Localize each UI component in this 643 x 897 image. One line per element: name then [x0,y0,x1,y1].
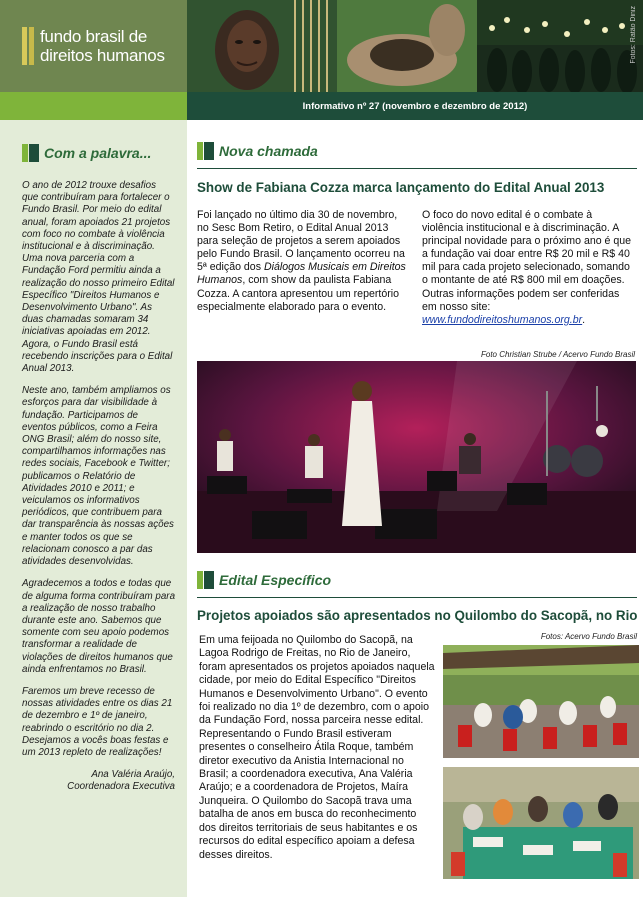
signature-role: Coordenadora Executiva [67,781,175,793]
sidebar-heading [22,144,151,162]
sidebar-title: Com a palavra... [44,145,152,161]
section1-col2-text: O foco do novo edital é o combate à violência institucional e à discriminação. A principal novidade para o próximo ano é que a fundação vai doar entre R$ 20 mil e R$ 40 mil para cada projeto selecionado, somando o montante de até R$ 800 mil em doações. Outras informações podem ser conferidas em nosso site: [422,209,632,313]
section1-headline: Show de Fabiana Cozza marca lançamento do Edital Anual 2013 [197,180,605,195]
section2-heading [197,571,331,589]
logo-mark [22,27,34,65]
header-photo-credit: Fotos: Ratão Diniz [630,6,637,64]
divider [197,597,637,598]
section1-label: Nova chamada [219,143,318,159]
concert-photo [197,361,636,553]
section-marker-icon [22,144,39,162]
site-link[interactable]: www.fundodireitoshumanos.org.br [422,313,583,326]
sidebar-body [22,180,175,794]
section2-headline: Projetos apoiados são apresentados no Quilombo do Sacopã, no Rio [197,608,638,623]
signature [22,769,175,793]
section1-col1-emphasis: Diálogos Musicais em Direitos Humanos [197,261,406,287]
sidebar-paragraph: Agradecemos a todos e todas que de alguma forma contribuíram para a realização de nosso trabalho durante este ano. Sabemos que somente com seu apoio podemos transformar a realidade de violações de direitos humanos que ainda enfrentamos no Brasil. [22,578,176,675]
logo-line1: fundo brasil de [40,27,148,46]
sidebar-paragraph: O ano de 2012 trouxe desafios que contribuíram para fortalecer o Fundo Brasil. Por meio do edital anual, foram apoiados 21 projetos com foco no combate à violência institucional e à discriminação. Uma nova parceria com a Fundação Ford permitiu ainda a realização do nosso primeiro Edital Específico "Direitos Humanos e Desenvolvimento Urbano". As duas chamadas somaram 34 iniciativas apoiadas em 2012. Agora, o Fundo Brasil está recebendo inscrições para o Edital Anual 2013. [22,180,175,375]
section-marker-icon [197,142,214,160]
quilombo-photo-2 [443,767,639,879]
quilombo-photo-1 [443,645,639,758]
header-accent-bar [0,92,187,120]
section1-col1-text-b: , com show da paulista Fabiana Cozza. A cantora apresentou um repertório especialmente elaborado para o evento. [197,274,399,313]
section1-col2 [422,209,636,327]
header-photo-strip [187,0,643,92]
sidebar-paragraph: Neste ano, também ampliamos os esforços para dar visibilidade à fundação. Participamos de eventos públicos, como a Feira ONG Brasil; além do nosso site, compartilhamos informações nas redes sociais, Facebook e Twitter; publicamos o Relatório de Atividades 2010 e 2011; e veiculamos os informativos periódicos, que contribuem para dar transparência às nossas ações e manter todos os que se relacionam conosco a par das atividades desenvolvidas. [22,385,174,568]
logo [0,0,187,92]
section2-body: Em uma feijoada no Quilombo do Sacopã, na Lagoa Rodrigo de Freitas, no Rio de Janeiro, foram apresentados os projetos apoiados naquela cidade, por meio do Edital Específico "Direitos Humanos e Desenvolvimento Urbano". O evento foi realizado no dia 1º de dezembro, com o apoio da Fundação Ford, nossa parceira nesse edital. Representando o Fundo Brasil estiveram presentes o conselheiro Átila Roque, também diretor executivo da Anistia Internacional no Brasil; a coordenadora executiva, Ana Valéria Araújo; e a coordenadora de Projetos, Maíra Junqueira. O Quilombo do Sacopã trava uma batalha de anos em busca do reconhecimento dos direitos territoriais de seus habitantes e os recursos do edital específico apoiam a defesa desses direitos. [199,634,435,861]
issue-text: Informativo nº 27 (novembro e dezembro de 2012) [302,100,528,112]
section2-label: Edital Específico [219,572,332,588]
logo-line2: direitos humanos [40,46,165,65]
section1-col1-text-a: Foi lançado no último dia 30 de novembro, no Sesc Bom Retiro, o Edital Anual 2013 para seleção de projetos a serem apoiados pelo Fundo Brasil. O lançamento ocorreu na 5ª edição dos [197,209,405,274]
sidebar [0,120,187,897]
section1-col1 [197,209,409,314]
section1-heading [197,142,318,160]
header-photos [187,0,643,92]
section2-photo-credit: Fotos: Acervo Fundo Brasil [540,632,637,641]
issue-banner [187,92,643,120]
section1-photo-credit: Foto Christian Strube / Acervo Fundo Brasil [481,350,635,359]
section-marker-icon [197,571,214,589]
divider [197,168,637,169]
sidebar-paragraph: Faremos um breve recesso de nossas atividades entre os dias 21 de dezembro e 1º de janeiro, reabrindo o escritório no dia 2. Desejamos a vocês boas festas e um 2013 repleto de realizações! [22,685,173,758]
section1-link-tail: . [582,313,586,326]
signature-name: Ana Valéria Araújo, [91,769,175,781]
